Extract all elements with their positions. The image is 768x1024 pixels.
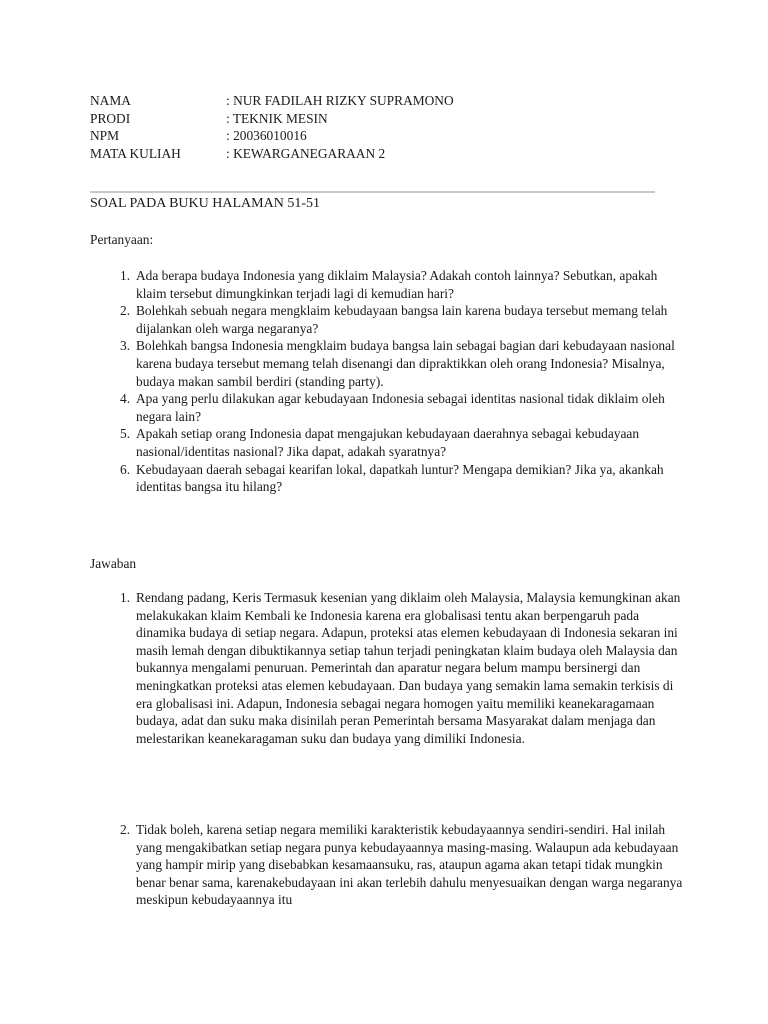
questions-label: Pertanyaan: (90, 232, 154, 247)
question-item (90, 302, 690, 337)
list-number: 4. (120, 391, 131, 407)
question-item (90, 461, 690, 496)
answer-item (90, 821, 690, 909)
list-number: 2. (120, 822, 131, 837)
horizontal-divider (90, 191, 655, 193)
info-value: : TEKNIK MESIN (226, 110, 328, 126)
info-row-prodi (90, 110, 454, 128)
info-label: NAMA (90, 93, 131, 108)
info-row-npm (90, 127, 454, 145)
list-number: 5. (120, 426, 131, 442)
answer-2-list (90, 821, 690, 909)
question-text: Ada berapa budaya Indonesia yang diklaim Malaysia? Adakah contoh lainnya? Sebutkan, apakah klaim tersebut dimungkinkan terjadi lagi di kemudian hari? (136, 268, 658, 301)
info-value: : 20036010016 (226, 128, 307, 143)
list-number: 1. (120, 268, 131, 283)
info-value: : KEWARGANEGARAAN 2 (226, 145, 386, 161)
info-value: : NUR FADILAH RIZKY SUPRAMONO (226, 93, 454, 108)
list-number: 2. (120, 303, 131, 319)
info-label: PRODI (90, 110, 131, 126)
question-item (90, 267, 690, 302)
question-text: Apa yang perlu dilakukan agar kebudayaan Indonesia sebagai identitas nasional tidak diklaim oleh negara lain? (136, 391, 665, 424)
info-row-name (90, 92, 454, 110)
list-number: 1. (120, 590, 131, 605)
questions-list (90, 267, 690, 496)
info-row-course (90, 145, 454, 163)
student-info (90, 92, 454, 162)
answer-text: Rendang padang, Keris Termasuk kesenian yang diklaim oleh Malaysia, Malaysia kemungkinan akan melakukakan klaim Kembali ke Indonesia karena era globalisasi tentu akan berpengaruh pada dinamika budaya di setiap negara. Adapun, proteksi atas elemen kebudayaan di Indonesia sekaran ini masih lemah dengan dibuktikannya setiap tahun terjadi peningkatan klaim budaya oleh Malaysia dan bukannya mengalami penuruan. Pemerintah dan aparatur negara belum mampu bersinergi dan meningkatkan proteksi atas elemen kebudayaan. Dan budaya yang semakin lama semakin terkisis di era globalisasi ini. Adapun, Indonesia sebagai negara homogen yaitu memiliki keanekaragamaan budaya, adat dan suku maka disinilah peran Pemerintah bersama Masyarakat dalam menjaga dan melestarikan keanekaragaman suku dan budaya yang dimiliki Indonesia. (136, 590, 681, 746)
question-text: Kebudayaan daerah sebagai kearifan lokal, dapatkah luntur? Mengapa demikian? Jika ya, akankah identitas bangsa itu hilang? (136, 461, 664, 495)
section-title: SOAL PADA BUKU HALAMAN 51-51 (90, 196, 320, 211)
list-number: 3. (120, 338, 131, 354)
question-text: Apakah setiap orang Indonesia dapat mengajukan kebudayaan daerahnya sebagai kebudayaan nasional/identitas nasional? Jika dapat, adakah syaratnya? (136, 426, 640, 459)
question-item (90, 425, 690, 460)
answers-label: Jawaban (90, 556, 137, 571)
answer-1-list (90, 589, 690, 747)
info-label: NPM (90, 128, 120, 143)
answer-item (90, 589, 690, 747)
info-label: MATA KULIAH (90, 145, 181, 161)
question-text: Bolehkah sebuah negara mengklaim kebudayaan bangsa lain karena budaya tersebut memang telah dijalankan oleh warga negaranya? (136, 303, 668, 336)
question-item (90, 337, 690, 390)
answer-text: Tidak boleh, karena setiap negara memiliki karakteristik kebudayaannya sendiri-sendiri. Hal inilah yang mengakibatkan setiap negara punya kebudayaannya masing-masing. Walaupun ada kebudayaan yang hampir mirip yang disebabkan kesamaansuku, ras, ataupun agama akan tetapi tidak mungkin benar benar sama, karenakebudayaan ini akan terlebih dahulu menyesuaikan dengan warga negaranya meskipun kebudayaannya itu (136, 822, 683, 908)
list-number: 6. (120, 461, 131, 477)
question-text: Bolehkah bangsa Indonesia mengklaim budaya bangsa lain sebagai bagian dari kebudayaan nasional karena budaya tersebut memang telah disenangi dan dipraktikkan oleh orang Indonesia? Misalnya, budaya makan sambil berdiri (standing party). (136, 338, 675, 389)
question-item (90, 390, 690, 425)
